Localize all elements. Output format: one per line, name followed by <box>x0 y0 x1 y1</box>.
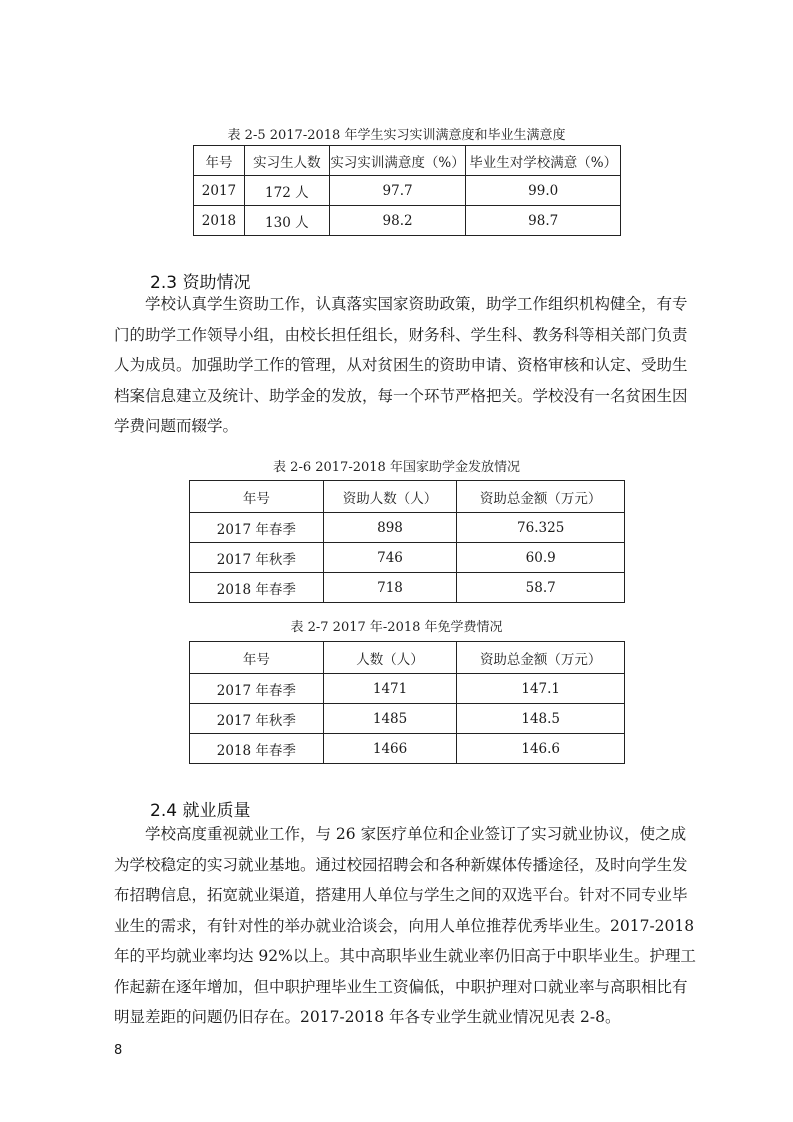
page-number: 8 <box>114 1043 123 1058</box>
cell: 98.2 <box>329 206 466 236</box>
table-row <box>190 704 625 734</box>
header-cell: 资助人数（人） <box>323 481 457 513</box>
header-cell: 资助总金额（万元） <box>457 642 625 674</box>
cell: 148.5 <box>457 704 625 734</box>
paragraph-line: 作起薪在逐年增加，但中职护理毕业生工资偏低，中职护理对口就业率与高职相比有 <box>114 977 688 996</box>
cell: 2017 年春季 <box>190 513 324 543</box>
cell: 76.325 <box>457 513 625 543</box>
cell: 2018 年春季 <box>190 573 324 603</box>
section-heading-2-3: 2.3 资助情况 <box>150 273 251 293</box>
paragraph-line: 为学校稳定的实习就业基地。通过校园招聘会和各种新媒体传播途径，及时向学生发 <box>114 855 688 874</box>
table-header-row <box>190 481 625 513</box>
cell: 172 人 <box>244 176 329 206</box>
tuition-waiver-table <box>189 641 625 764</box>
cell: 2017 <box>194 176 245 206</box>
cell: 98.7 <box>466 206 621 236</box>
cell: 2018 <box>194 206 245 236</box>
section-2-3-paragraph <box>114 289 687 442</box>
paragraph-line: 明显差距的问题仍旧存在。2017-2018 年各专业学生就业情况见表 2-8。 <box>114 1008 621 1026</box>
cell: 60.9 <box>457 543 625 573</box>
header-cell: 毕业生对学校满意（%） <box>466 146 621 176</box>
paragraph-line: 年的平均就业率均达 92%以上。其中高职毕业生就业率仍旧高于中职毕业生。护理工 <box>114 947 696 965</box>
table-row <box>190 573 625 603</box>
header-cell: 年号 <box>190 642 324 674</box>
cell: 2017 年秋季 <box>190 543 324 573</box>
table-row <box>190 543 625 573</box>
cell: 1485 <box>323 704 457 734</box>
table-caption-2-6: 表 2-6 2017-2018 年国家助学金发放情况 <box>273 460 520 475</box>
section-2-4-paragraph <box>114 819 696 1033</box>
paragraph-line: 学校高度重视就业工作，与 26 家医疗单位和企业签订了实习就业协议，使之成 <box>145 825 687 843</box>
paragraph-line: 门的助学工作领导小组，由校长担任组长，财务科、学生科、教务科等相关部门负责 <box>114 325 688 344</box>
paragraph-line: 档案信息建立及统计、助学金的发放，每一个环节严格把关。学校没有一名贫困生因 <box>114 386 688 405</box>
table-row <box>190 674 625 704</box>
header-cell: 年号 <box>190 481 324 513</box>
cell: 2018 年春季 <box>190 734 324 764</box>
satisfaction-table <box>193 145 621 236</box>
cell: 146.6 <box>457 734 625 764</box>
section-heading-2-4: 2.4 就业质量 <box>150 801 251 821</box>
cell: 746 <box>323 543 457 573</box>
table-caption-2-5: 表 2-5 2017-2018 年学生实习实训满意度和毕业生满意度 <box>227 128 566 143</box>
paragraph-line: 学校认真学生资助工作，认真落实国家资助政策，助学工作组织机构健全，有专 <box>145 295 688 313</box>
table-row <box>190 734 625 764</box>
table-header-row <box>194 146 621 176</box>
cell: 1471 <box>323 674 457 704</box>
cell: 97.7 <box>329 176 466 206</box>
paragraph-line: 业生的需求，有针对性的举办就业洽谈会，向用人单位推荐优秀毕业生。2017-2018 <box>114 916 695 935</box>
table-row <box>190 513 625 543</box>
cell: 1466 <box>323 734 457 764</box>
header-cell: 人数（人） <box>323 642 457 674</box>
cell: 99.0 <box>466 176 621 206</box>
cell: 718 <box>323 573 457 603</box>
header-cell: 实习实训满意度（%） <box>329 146 466 176</box>
table-row <box>194 206 621 236</box>
cell: 130 人 <box>244 206 329 236</box>
table-caption-2-7: 表 2-7 2017 年-2018 年免学费情况 <box>290 620 503 635</box>
table-header-row <box>190 642 625 674</box>
cell: 147.1 <box>457 674 625 704</box>
paragraph-line: 布招聘信息，拓宽就业渠道，搭建用人单位与学生之间的双选平台。针对不同专业毕 <box>114 886 688 904</box>
grant-table <box>189 480 625 603</box>
cell: 58.7 <box>457 573 625 603</box>
header-cell: 实习生人数 <box>244 146 329 176</box>
cell: 2017 年秋季 <box>190 704 324 734</box>
header-cell: 年号 <box>194 146 245 176</box>
header-cell: 资助总金额（万元） <box>457 481 625 513</box>
paragraph-line: 学费问题而辍学。 <box>114 417 239 435</box>
cell: 2017 年春季 <box>190 674 324 704</box>
paragraph-line: 人为成员。加强助学工作的管理，从对贫困生的资助申请、资格审核和认定、受助生 <box>114 356 688 374</box>
cell: 898 <box>323 513 457 543</box>
table-row <box>194 176 621 206</box>
